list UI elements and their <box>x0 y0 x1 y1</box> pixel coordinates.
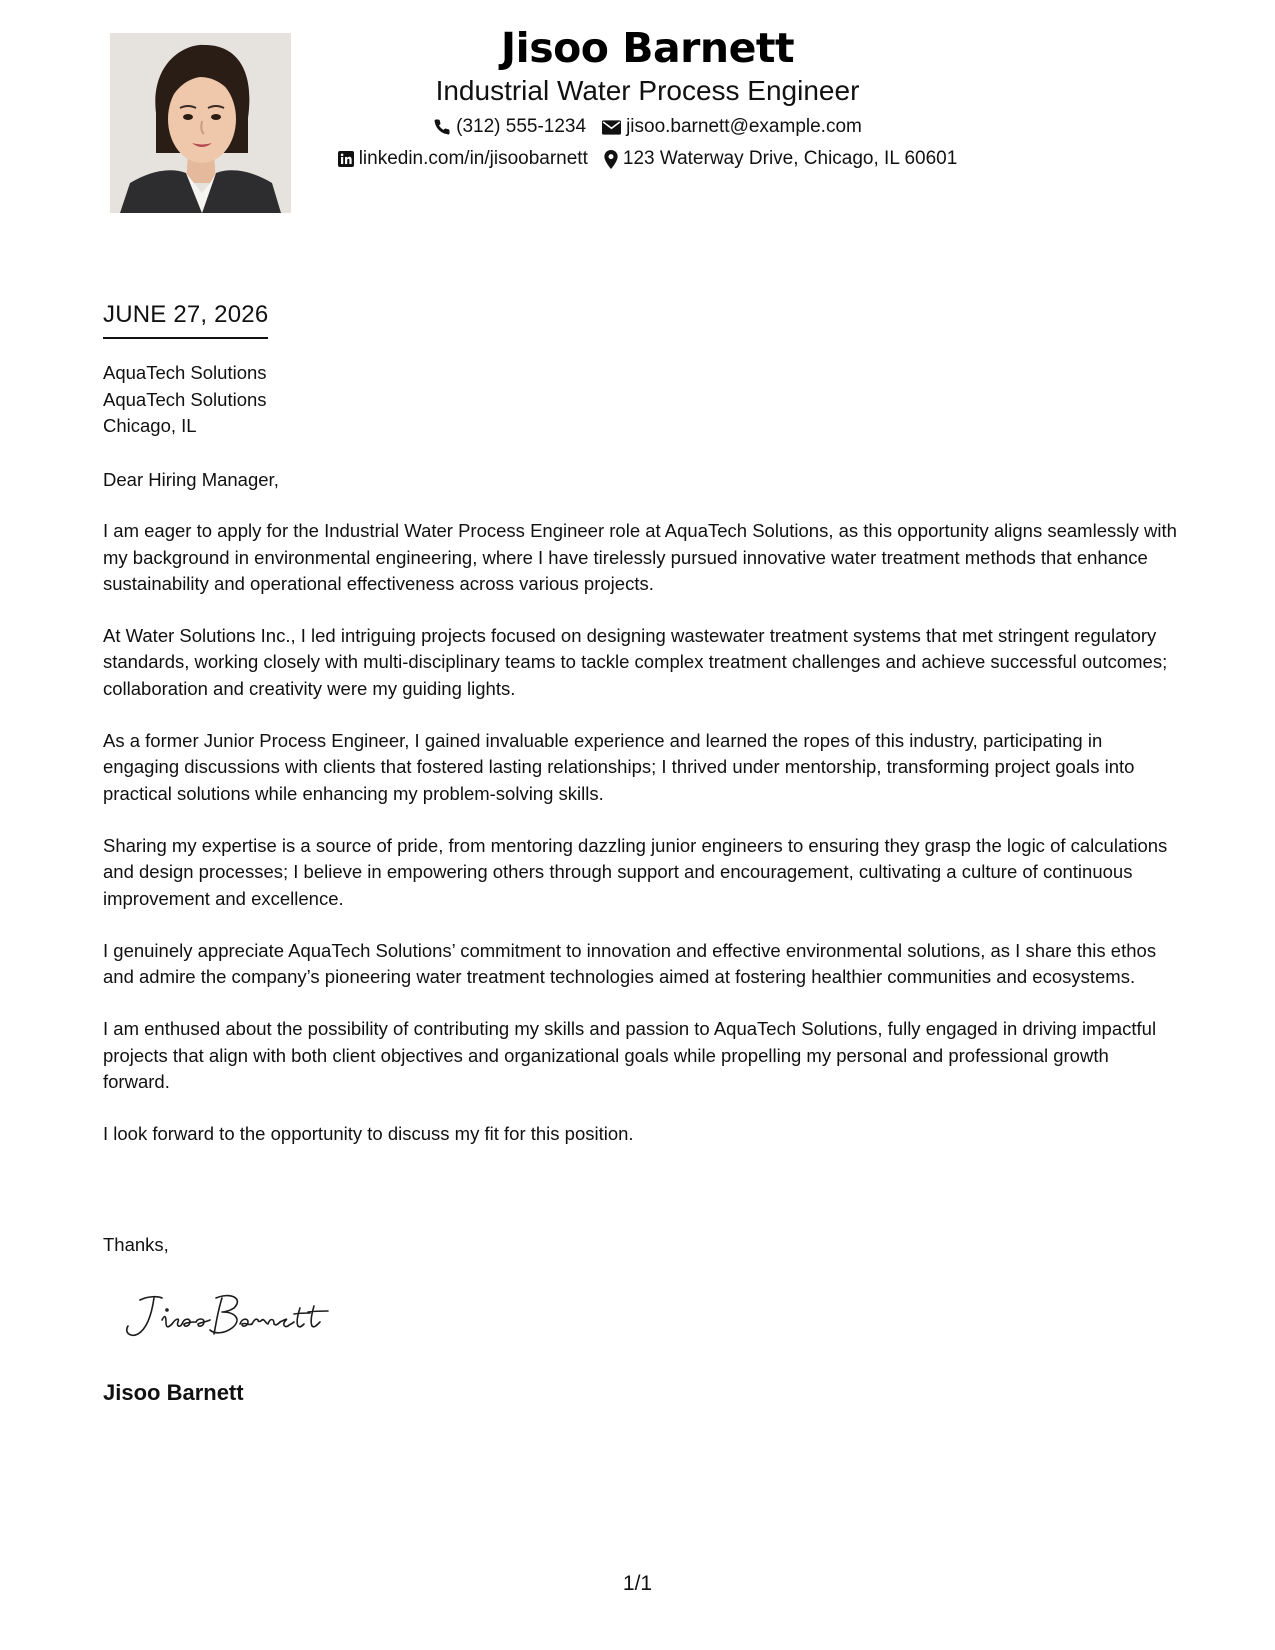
salutation: Dear Hiring Manager, <box>103 469 279 490</box>
closing: Thanks, <box>103 1234 169 1255</box>
recipient-block <box>103 360 267 440</box>
letter-date: JUNE 27, 2026 <box>103 299 268 339</box>
email-contact[interactable] <box>602 115 862 139</box>
header <box>290 22 1005 171</box>
phone-icon <box>433 118 451 136</box>
letter-paragraph: As a former Junior Process Engineer, I gained invaluable experience and learned the ropes of this industry, participating in engaging discussions with clients that fostered lasting relationships; I thrived under mentorship, transforming project goals into practical solutions while enhancing my problem-solving skills. <box>103 730 1135 804</box>
letter-paragraph: At Water Solutions Inc., I led intriguing projects focused on designing wastewater treatment systems that met stringent regulatory standards, working closely with multi-disciplinary teams to tackle complex treatment challenges and achieve successful outcomes; collaboration and creativity were my guiding lights. <box>103 625 1168 699</box>
phone-number: (312) 555-1234 <box>456 116 587 137</box>
candidate-name: Jisoo Barnett <box>500 24 795 72</box>
address-contact <box>604 147 957 171</box>
profile-photo-illustration <box>110 33 291 213</box>
job-title: Industrial Water Process Engineer <box>435 75 860 106</box>
mailing-address: 123 Waterway Drive, Chicago, IL 60601 <box>622 148 958 169</box>
linkedin-contact[interactable] <box>338 147 588 171</box>
linkedin-url: linkedin.com/in/jisoobarnett <box>358 148 588 169</box>
letter-paragraph: Sharing my expertise is a source of pride, from mentoring dazzling junior engineers to ensuring they grasp the logic of calculations and design processes; I believe in empowering others through support and encouragement, cultivating a culture of continuous improvement and excellence. <box>103 834 1168 909</box>
signer-name: Jisoo Barnett <box>103 1380 244 1405</box>
envelope-icon <box>602 120 621 135</box>
phone-contact[interactable] <box>433 115 586 139</box>
email-address: jisoo.barnett@example.com <box>626 116 862 137</box>
handwritten-signature <box>118 1282 348 1348</box>
recipient-line: Chicago, IL <box>103 415 197 436</box>
contact-row-secondary <box>290 147 1005 171</box>
letter-paragraph: I genuinely appreciate AquaTech Solutions’ commitment to innovation and effective environmental solutions, as I share this ethos and admire the company’s pioneering water treatment technologies aimed at fostering healthier communities and ecosystems. <box>103 939 1157 988</box>
contact-row-primary <box>290 115 1005 139</box>
map-pin-icon <box>604 150 618 169</box>
profile-photo <box>110 33 291 213</box>
letter-paragraph: I am enthused about the possibility of contributing my skills and passion to AquaTech Solutions, fully engaged in driving impactful projects that align with both client objectives and organizational goals while propelling my personal and professional growth forward. <box>103 1018 1157 1093</box>
linkedin-icon <box>338 151 354 167</box>
letter-paragraph: I look forward to the opportunity to discuss my fit for this position. <box>103 1123 634 1145</box>
recipient-line: AquaTech Solutions <box>103 362 267 383</box>
page-number: 1/1 <box>622 1572 653 1595</box>
letter-body <box>103 467 1178 1174</box>
letter-paragraph: I am eager to apply for the Industrial Water Process Engineer role at AquaTech Solutions, as this opportunity aligns seamlessly with my background in environmental engineering, where I have tirelessly pursued innovative water treatment methods that enhance sustainability and operational effectiveness across various projects. <box>103 520 1177 594</box>
recipient-line: AquaTech Solutions <box>103 388 267 410</box>
